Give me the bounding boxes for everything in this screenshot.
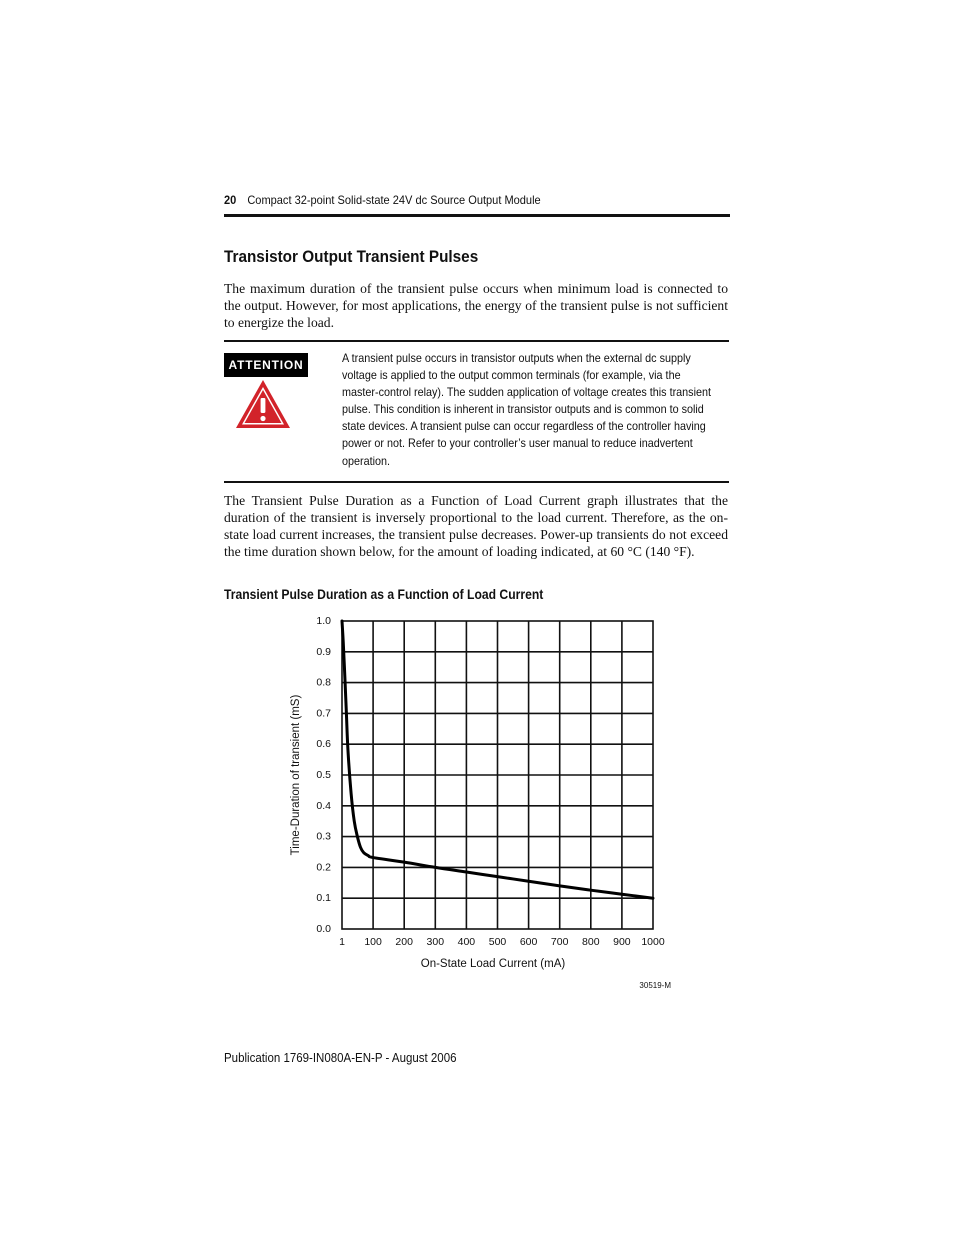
y-tick-label: 0.9 <box>316 645 331 658</box>
y-tick-label: 0.0 <box>316 923 331 935</box>
y-tick-label: 0.1 <box>316 892 331 905</box>
page-number: 20 <box>224 193 237 207</box>
x-tick-label: 800 <box>582 936 600 948</box>
x-tick-label: 700 <box>550 936 569 948</box>
figure-id: 30519-M <box>639 981 671 990</box>
x-axis-label: On-State Load Current (mA) <box>420 958 566 970</box>
x-tick-label: 1 <box>339 936 345 948</box>
footer-publication: Publication 1769-IN080A-EN-P - August 2006 <box>224 1051 457 1065</box>
x-tick-label: 1000 <box>641 936 665 948</box>
chart-grid <box>342 621 653 929</box>
intro-paragraph: The maximum duration of the transient pulse occurs when minimum load is connected to the output. However, for most applications, the energy of the transient pulse is not sufficient to energize the load. <box>224 281 728 330</box>
running-title: Compact 32-point Solid-state 24V dc Source Output Module <box>247 193 541 207</box>
x-tick-label: 300 <box>426 936 445 948</box>
x-tick-label: 100 <box>364 936 382 948</box>
section-title: Transistor Output Transient Pulses <box>224 247 479 266</box>
attention-text: A transient pulse occurs in transistor outputs when the external dc supply voltage is applied to the output common terminals (for example, via the master-control relay). The sudden application of voltage creates this transient pulse. This condition is inherent in transistor outputs and is common to solid state devices. A transient pulse can occur regardless of the controller having power or not. Refer to your controller’s user manual to reduce inadvertent operation. <box>342 351 711 468</box>
x-tick-label: 400 <box>457 936 476 948</box>
y-tick-label: 0.5 <box>316 769 331 781</box>
x-tick-label: 500 <box>488 936 507 948</box>
x-tick-label: 900 <box>613 936 631 948</box>
y-tick-label: 0.2 <box>316 861 331 874</box>
x-tick-label: 200 <box>395 936 413 948</box>
y-tick-label: 1.0 <box>316 615 331 627</box>
figure-title: Transient Pulse Duration as a Function of Load Current <box>224 587 544 602</box>
graph-intro-paragraph: The Transient Pulse Duration as a Function of Load Current graph illustrates that the duration of the transient is inversely proportional to the load current. Therefore, as the on-state load current increases, the transient pulse decreases. Power-up transients do not exceed the time duration shown below, for the amount of loading indicated, at 60 °C (140 °F). <box>224 493 728 559</box>
attention-badge: ATTENTION <box>224 353 308 377</box>
y-tick-label: 0.3 <box>316 830 331 843</box>
y-tick-label: 0.6 <box>316 738 331 751</box>
y-tick-label: 0.8 <box>316 676 331 689</box>
y-axis-label: Time-Duration of transient (mS) <box>290 694 302 856</box>
y-tick-label: 0.7 <box>316 707 331 720</box>
x-tick-label: 600 <box>519 936 538 948</box>
y-tick-label: 0.4 <box>316 799 331 812</box>
